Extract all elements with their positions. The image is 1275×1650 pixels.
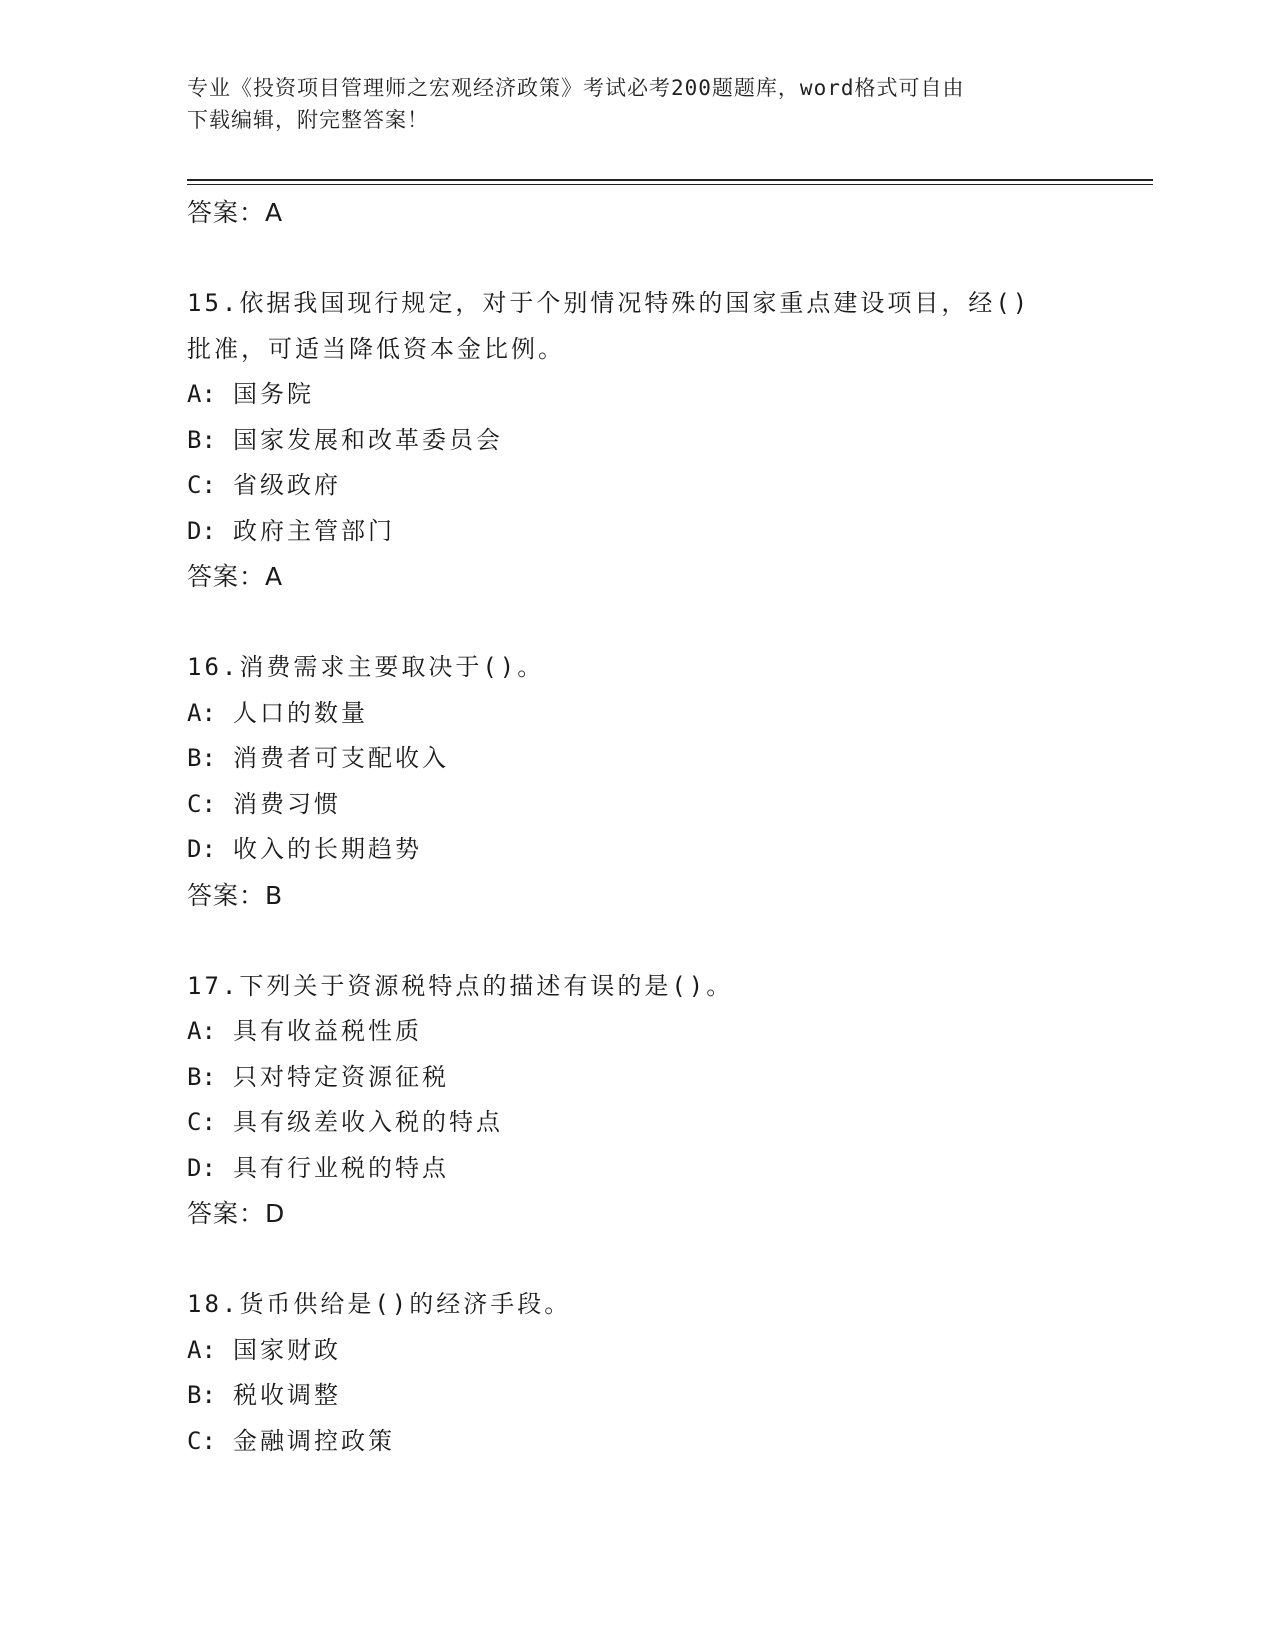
spacer [187, 236, 1153, 282]
option-letter: A: [187, 1017, 216, 1045]
option-text: 收入的长期趋势 [233, 835, 422, 863]
option-letter: C: [187, 471, 216, 499]
question-block [187, 281, 1153, 600]
option-text: 政府主管部门 [233, 516, 395, 545]
option-letter: C: [187, 1426, 216, 1455]
option-text: 人口的数量 [233, 698, 368, 727]
option-b [187, 1055, 1153, 1101]
spacer [187, 918, 1153, 964]
option-text: 具有收益税性质 [233, 1017, 422, 1045]
option-c [187, 1100, 1153, 1146]
option-b [187, 1373, 1153, 1419]
option-d [187, 827, 1153, 873]
option-c [187, 463, 1153, 509]
header-divider-thin [187, 184, 1153, 185]
answer-line: 答案：A [187, 562, 284, 591]
option-letter: D: [187, 835, 216, 863]
option-letter: A: [187, 698, 216, 727]
question-text-line-1: 15.依据我国现行规定，对于个别情况特殊的国家重点建设项目，经() [187, 289, 1031, 317]
option-d [187, 1146, 1153, 1192]
answer-line: 答案：A [187, 198, 284, 227]
option-text: 只对特定资源征税 [233, 1062, 449, 1091]
option-text: 国家发展和改革委员会 [233, 425, 503, 454]
option-letter: B: [187, 425, 216, 454]
spacer [187, 600, 1153, 646]
option-b [187, 736, 1153, 782]
question-text-line-1: 17.下列关于资源税特点的描述有误的是()。 [187, 971, 734, 1000]
question-block [187, 1282, 1153, 1464]
option-text: 税收调整 [233, 1381, 341, 1409]
option-text: 国务院 [233, 380, 314, 408]
option-c [187, 782, 1153, 828]
option-c [187, 1419, 1153, 1465]
option-a [187, 691, 1153, 737]
option-letter: D: [187, 516, 216, 545]
option-letter: A: [187, 380, 216, 408]
option-text: 省级政府 [233, 471, 341, 499]
option-letter: B: [187, 1062, 216, 1091]
header-divider-thick [187, 179, 1153, 181]
option-a [187, 1328, 1153, 1374]
option-text: 金融调控政策 [233, 1426, 395, 1455]
option-letter: D: [187, 1153, 216, 1182]
option-letter: A: [187, 1335, 216, 1364]
question-block [187, 964, 1153, 1237]
question-text-line-1: 16.消费需求主要取决于()。 [187, 653, 545, 681]
question-text-line-1: 18.货币供给是()的经济手段。 [187, 1290, 572, 1318]
option-text: 消费者可支配收入 [233, 744, 449, 772]
option-text: 具有行业税的特点 [233, 1153, 449, 1182]
option-a [187, 372, 1153, 418]
document-header [187, 72, 1067, 136]
option-text: 国家财政 [233, 1335, 341, 1364]
option-d [187, 509, 1153, 555]
option-text: 消费习惯 [233, 789, 341, 818]
document-body [187, 190, 1153, 1464]
option-letter: C: [187, 1108, 216, 1136]
option-letter: B: [187, 744, 216, 772]
option-b [187, 418, 1153, 464]
option-letter: C: [187, 789, 216, 818]
header-line-1: 专业《投资项目管理师之宏观经济政策》考试必考200题题库，word格式可自由 [187, 76, 965, 100]
question-block [187, 645, 1153, 918]
spacer [187, 1237, 1153, 1283]
question-text-line-2: 批准，可适当降低资本金比例。 [187, 334, 565, 363]
answer-line: 答案：D [187, 1199, 286, 1228]
option-letter: B: [187, 1381, 216, 1409]
option-a [187, 1009, 1153, 1055]
answer-line: 答案：B [187, 880, 284, 910]
option-text: 具有级差收入税的特点 [233, 1108, 503, 1136]
header-line-2: 下载编辑，附完整答案！ [187, 108, 429, 132]
